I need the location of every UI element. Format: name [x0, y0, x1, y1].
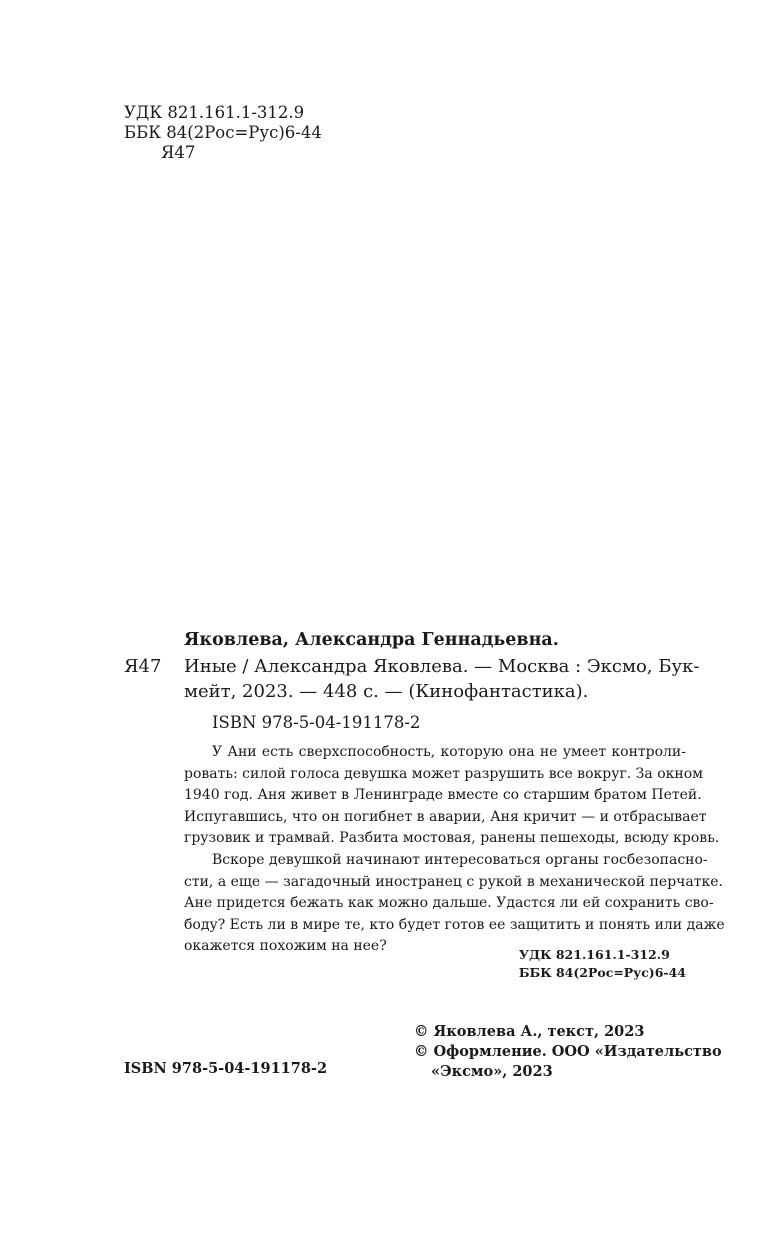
annotation-line: Ане придется бежать как можно дальше. Удастся ли ей сохранить сво-: [184, 895, 714, 912]
isbn-bottom: ISBN 978-5-04-191178-2: [124, 1060, 328, 1077]
copyright-design-line: © Оформление. ООО «Издательство: [414, 1043, 722, 1060]
annotation-line: 1940 год. Аня живет в Ленинграде вместе со старшим братом Петей.: [184, 787, 702, 804]
classification-index-block: [124, 103, 322, 163]
udk-code: УДК 821.161.1-312.9: [518, 947, 670, 962]
bibliographic-description: [184, 654, 700, 704]
annotation-line: грузовик и трамвай. Разбита мостовая, ранены пешеходы, всюду кровь.: [184, 830, 720, 847]
bbk-code: ББК 84(2Рос=Рус)6-44: [124, 123, 322, 142]
author-mark: Я47: [161, 143, 196, 162]
annotation-line: боду? Есть ли в мире те, кто будет готов ее защитить и понять или даже: [184, 916, 725, 933]
annotation-line: У Ани есть сверхспособность, которую она не умеет контроли-: [212, 744, 686, 760]
annotation-line: сти, а еще — загадочный иностранец с рукой в механической перчатке.: [184, 873, 723, 890]
biblio-line: мейт, 2023. — 448 с. — (Кинофантастика).: [184, 681, 589, 702]
catalog-isbn: ISBN 978-5-04-191178-2: [212, 713, 421, 732]
biblio-line: Иные / Александра Яковлева. — Москва : Эксмо, Бук-: [184, 656, 700, 677]
copyright-design-line: «Эксмо», 2023: [431, 1063, 553, 1080]
copyright-block: [414, 1022, 722, 1082]
annotation-text: [184, 742, 725, 958]
bbk-code: ББК 84(2Рос=Рус)6-44: [518, 965, 686, 980]
udk-code: УДК 821.161.1-312.9: [124, 103, 305, 122]
catalog-author-heading: Яковлева, Александра Геннадьевна.: [184, 630, 559, 650]
annotation-line: ровать: силой голоса девушка может разрушить все вокруг. За окном: [184, 765, 704, 782]
catalog-author-mark: Я47: [124, 656, 162, 677]
annotation-line: Вскоре девушкой начинают интересоваться органы госбезопасно-: [212, 851, 708, 868]
copyright-text-line: © Яковлева А., текст, 2023: [414, 1023, 645, 1040]
annotation-line: Испугавшись, что он погибнет в аварии, Аня кричит — и отбрасывает: [184, 808, 707, 825]
annotation-line: окажется похожим на нее?: [184, 938, 387, 955]
annotation-classification-codes: [519, 946, 686, 982]
